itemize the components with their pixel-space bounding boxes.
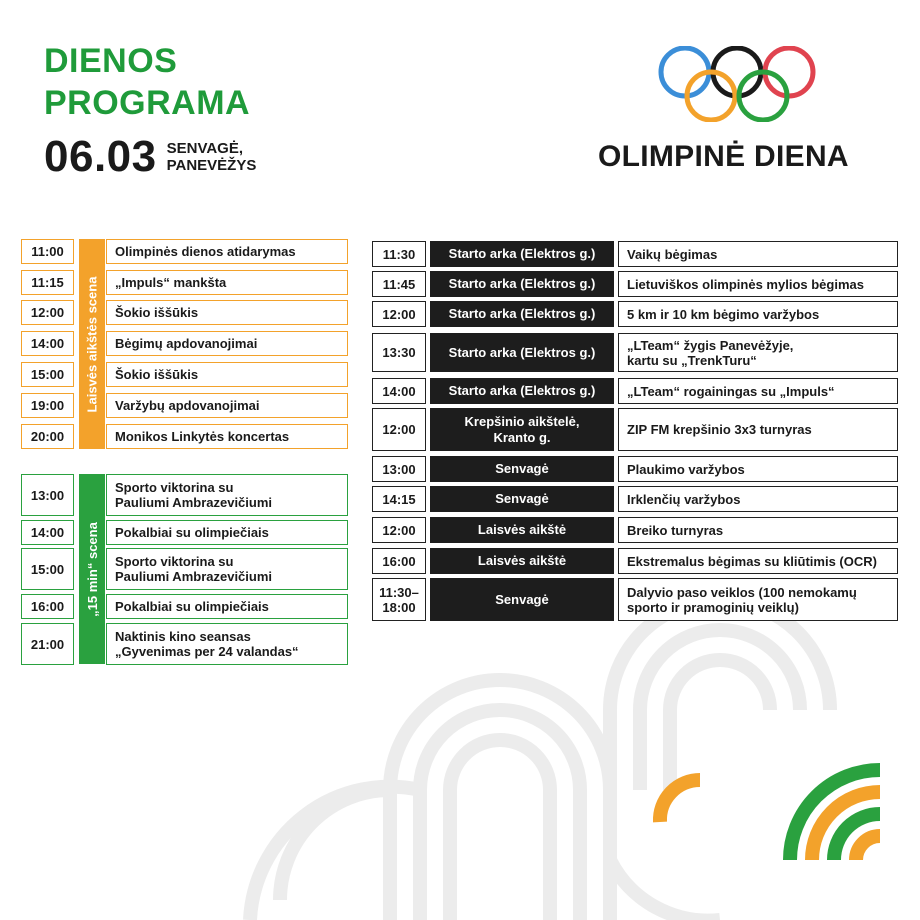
table-row-time [372, 241, 426, 267]
activity-line-1: 5 km ir 10 km bėgimo varžybos [627, 306, 820, 322]
table-row-time: 11:15 [21, 270, 74, 295]
time-line-1: 12:00 [382, 306, 416, 322]
time-line-1: 12:00 [382, 422, 416, 437]
table-row-activity: Šokio iššūkis [106, 362, 348, 387]
table-row-activity: „Impuls“ mankšta [106, 270, 348, 295]
table-row-activity [618, 241, 898, 267]
table-row-location [430, 486, 614, 512]
scene-1-label [79, 239, 105, 449]
table-row-time [372, 578, 426, 621]
table-row-activity [106, 474, 348, 516]
time-line-1: 11:30– [379, 584, 419, 600]
table-row-location [430, 456, 614, 482]
location-line-1: Starto arka (Elektros g.) [448, 246, 596, 261]
scene-1-label-text: Laisvės aikštės scena [84, 276, 100, 412]
table-row-location [430, 408, 614, 451]
scene-2-label-text: „15 min“ scena [84, 521, 100, 617]
activity-line-1: „LTeam“ rogainingas su „Impuls“ [627, 383, 835, 399]
location-line-1: Senvagė [495, 461, 549, 476]
table-row-activity [618, 578, 898, 621]
place-line-1: SENVAGĖ, [166, 140, 244, 157]
time-line-1: 12:00 [382, 522, 416, 538]
table-row-time: 11:00 [21, 239, 74, 264]
title-line-2: PROGRAMA [44, 84, 251, 122]
table-row-activity [618, 408, 898, 451]
table-row-time: 13:00 [21, 474, 74, 516]
event-place [167, 140, 257, 174]
olympic-rings-icon [655, 46, 820, 122]
time-line-1: 14:15 [382, 491, 416, 507]
activity-line-1: „LTeam“ žygis Panevėžyje, [627, 337, 794, 353]
table-row-location [430, 301, 614, 327]
location-line-1: Laisvės aikštė [477, 522, 567, 537]
table-row-activity: Monikos Linkytės koncertas [106, 424, 348, 449]
table-row-time [372, 333, 426, 372]
table-row-activity: Pokalbiai su olimpiečiais [106, 594, 348, 619]
activity-line-1: Plaukimo varžybos [627, 461, 745, 477]
table-row-activity [618, 301, 898, 327]
table-row-time [372, 271, 426, 297]
table-row-time [372, 301, 426, 327]
table-row-activity [106, 548, 348, 590]
scene-2-label [79, 474, 105, 664]
table-row-location [430, 271, 614, 297]
table-row-activity [106, 623, 348, 665]
table-row-time: 14:00 [21, 520, 74, 545]
table-row-time: 15:00 [21, 362, 74, 387]
time-line-1: 13:00 [382, 461, 416, 477]
activity-line-2: „Gyvenimas per 24 valandas“ [115, 644, 299, 659]
table-row-activity: Bėgimų apdovanojimai [106, 331, 348, 356]
location-line-2: Kranto g. [493, 429, 551, 445]
activity-line-2: sporto ir pramoginių veiklų) [627, 599, 799, 615]
activity-line-1: Sporto viktorina su [115, 480, 234, 495]
table-row-location [430, 241, 614, 267]
location-line-1: Starto arka (Elektros g.) [448, 383, 596, 398]
brand-name: OLIMPINĖ DIENA [598, 140, 849, 173]
activity-line-1: Dalyvio paso veiklos [627, 584, 755, 600]
table-row-time: 12:00 [21, 300, 74, 325]
time-line-1: 11:30 [382, 246, 416, 262]
location-line-1: Laisvės aikštė [477, 553, 567, 568]
location-line-1: Senvagė [495, 591, 549, 607]
table-row-time [372, 548, 426, 574]
time-line-2: 18:00 [382, 599, 416, 615]
table-row-time [372, 486, 426, 512]
page-title [44, 40, 250, 124]
activity-line-1: Vaikų bėgimas [627, 246, 718, 262]
table-row-location [430, 378, 614, 404]
table-row-activity [618, 271, 898, 297]
table-row-time: 19:00 [21, 393, 74, 418]
table-row-activity [618, 517, 898, 543]
activity-line-1: ZIP FM krepšinio 3x3 turnyras [627, 422, 812, 437]
table-row-time [372, 517, 426, 543]
table-row-activity [618, 548, 898, 574]
table-row-location [430, 333, 614, 372]
table-row-time: 15:00 [21, 548, 74, 590]
table-row-activity [618, 456, 898, 482]
location-line-1: Senvagė [495, 491, 549, 506]
activity-line-1: Naktinis kino seansas [115, 629, 251, 644]
table-row-activity: Varžybų apdovanojimai [106, 393, 348, 418]
table-row-activity [618, 333, 898, 372]
event-date: 06.03 [44, 132, 157, 181]
table-row-time: 14:00 [21, 331, 74, 356]
table-row-location [430, 578, 614, 621]
table-row-time: 16:00 [21, 594, 74, 619]
time-line-1: 13:30 [382, 345, 416, 360]
activity-line-1: Sporto viktorina su [115, 554, 234, 569]
table-row-location [430, 548, 614, 574]
activity-line-2: kartu su „TrenkTuru“ [627, 352, 757, 368]
activity-line-1: Irklenčių varžybos [627, 491, 741, 507]
activity-line-1: Lietuviškos olimpinės mylios bėgimas [627, 276, 864, 292]
time-line-1: 11:45 [382, 276, 416, 292]
activity-line-2: Pauliumi Ambrazevičiumi [115, 569, 273, 584]
table-row-activity [618, 378, 898, 404]
date-location [44, 132, 256, 182]
table-row-time [372, 408, 426, 451]
location-line-1: Starto arka (Elektros g.) [448, 344, 596, 360]
table-row-activity: Pokalbiai su olimpiečiais [106, 520, 348, 545]
title-line-1: DIENOS [44, 42, 178, 80]
place-line-2: PANEVĖŽYS [166, 157, 257, 174]
activity-line-2: Pauliumi Ambrazevičiumi [115, 495, 273, 510]
table-row-time: 21:00 [21, 623, 74, 665]
table-row-time [372, 456, 426, 482]
table-row-activity: Šokio iššūkis [106, 300, 348, 325]
location-line-1: Krepšinio aikštelė, [464, 413, 580, 429]
time-line-1: 16:00 [382, 553, 416, 569]
table-row-activity [618, 486, 898, 512]
location-line-1: Starto arka (Elektros g.) [448, 306, 596, 321]
table-row-activity: Olimpinės dienos atidarymas [106, 239, 348, 264]
activity-line-1-bold: (100 nemokamų [758, 584, 857, 600]
table-row-time: 20:00 [21, 424, 74, 449]
activity-line-1: Ekstremalus bėgimas su kliūtimis (OCR) [627, 553, 877, 569]
table-row-time [372, 378, 426, 404]
location-line-1: Starto arka (Elektros g.) [448, 276, 596, 291]
table-row-location [430, 517, 614, 543]
activity-line-1: Breiko turnyras [627, 522, 724, 538]
time-line-1: 14:00 [382, 383, 416, 399]
